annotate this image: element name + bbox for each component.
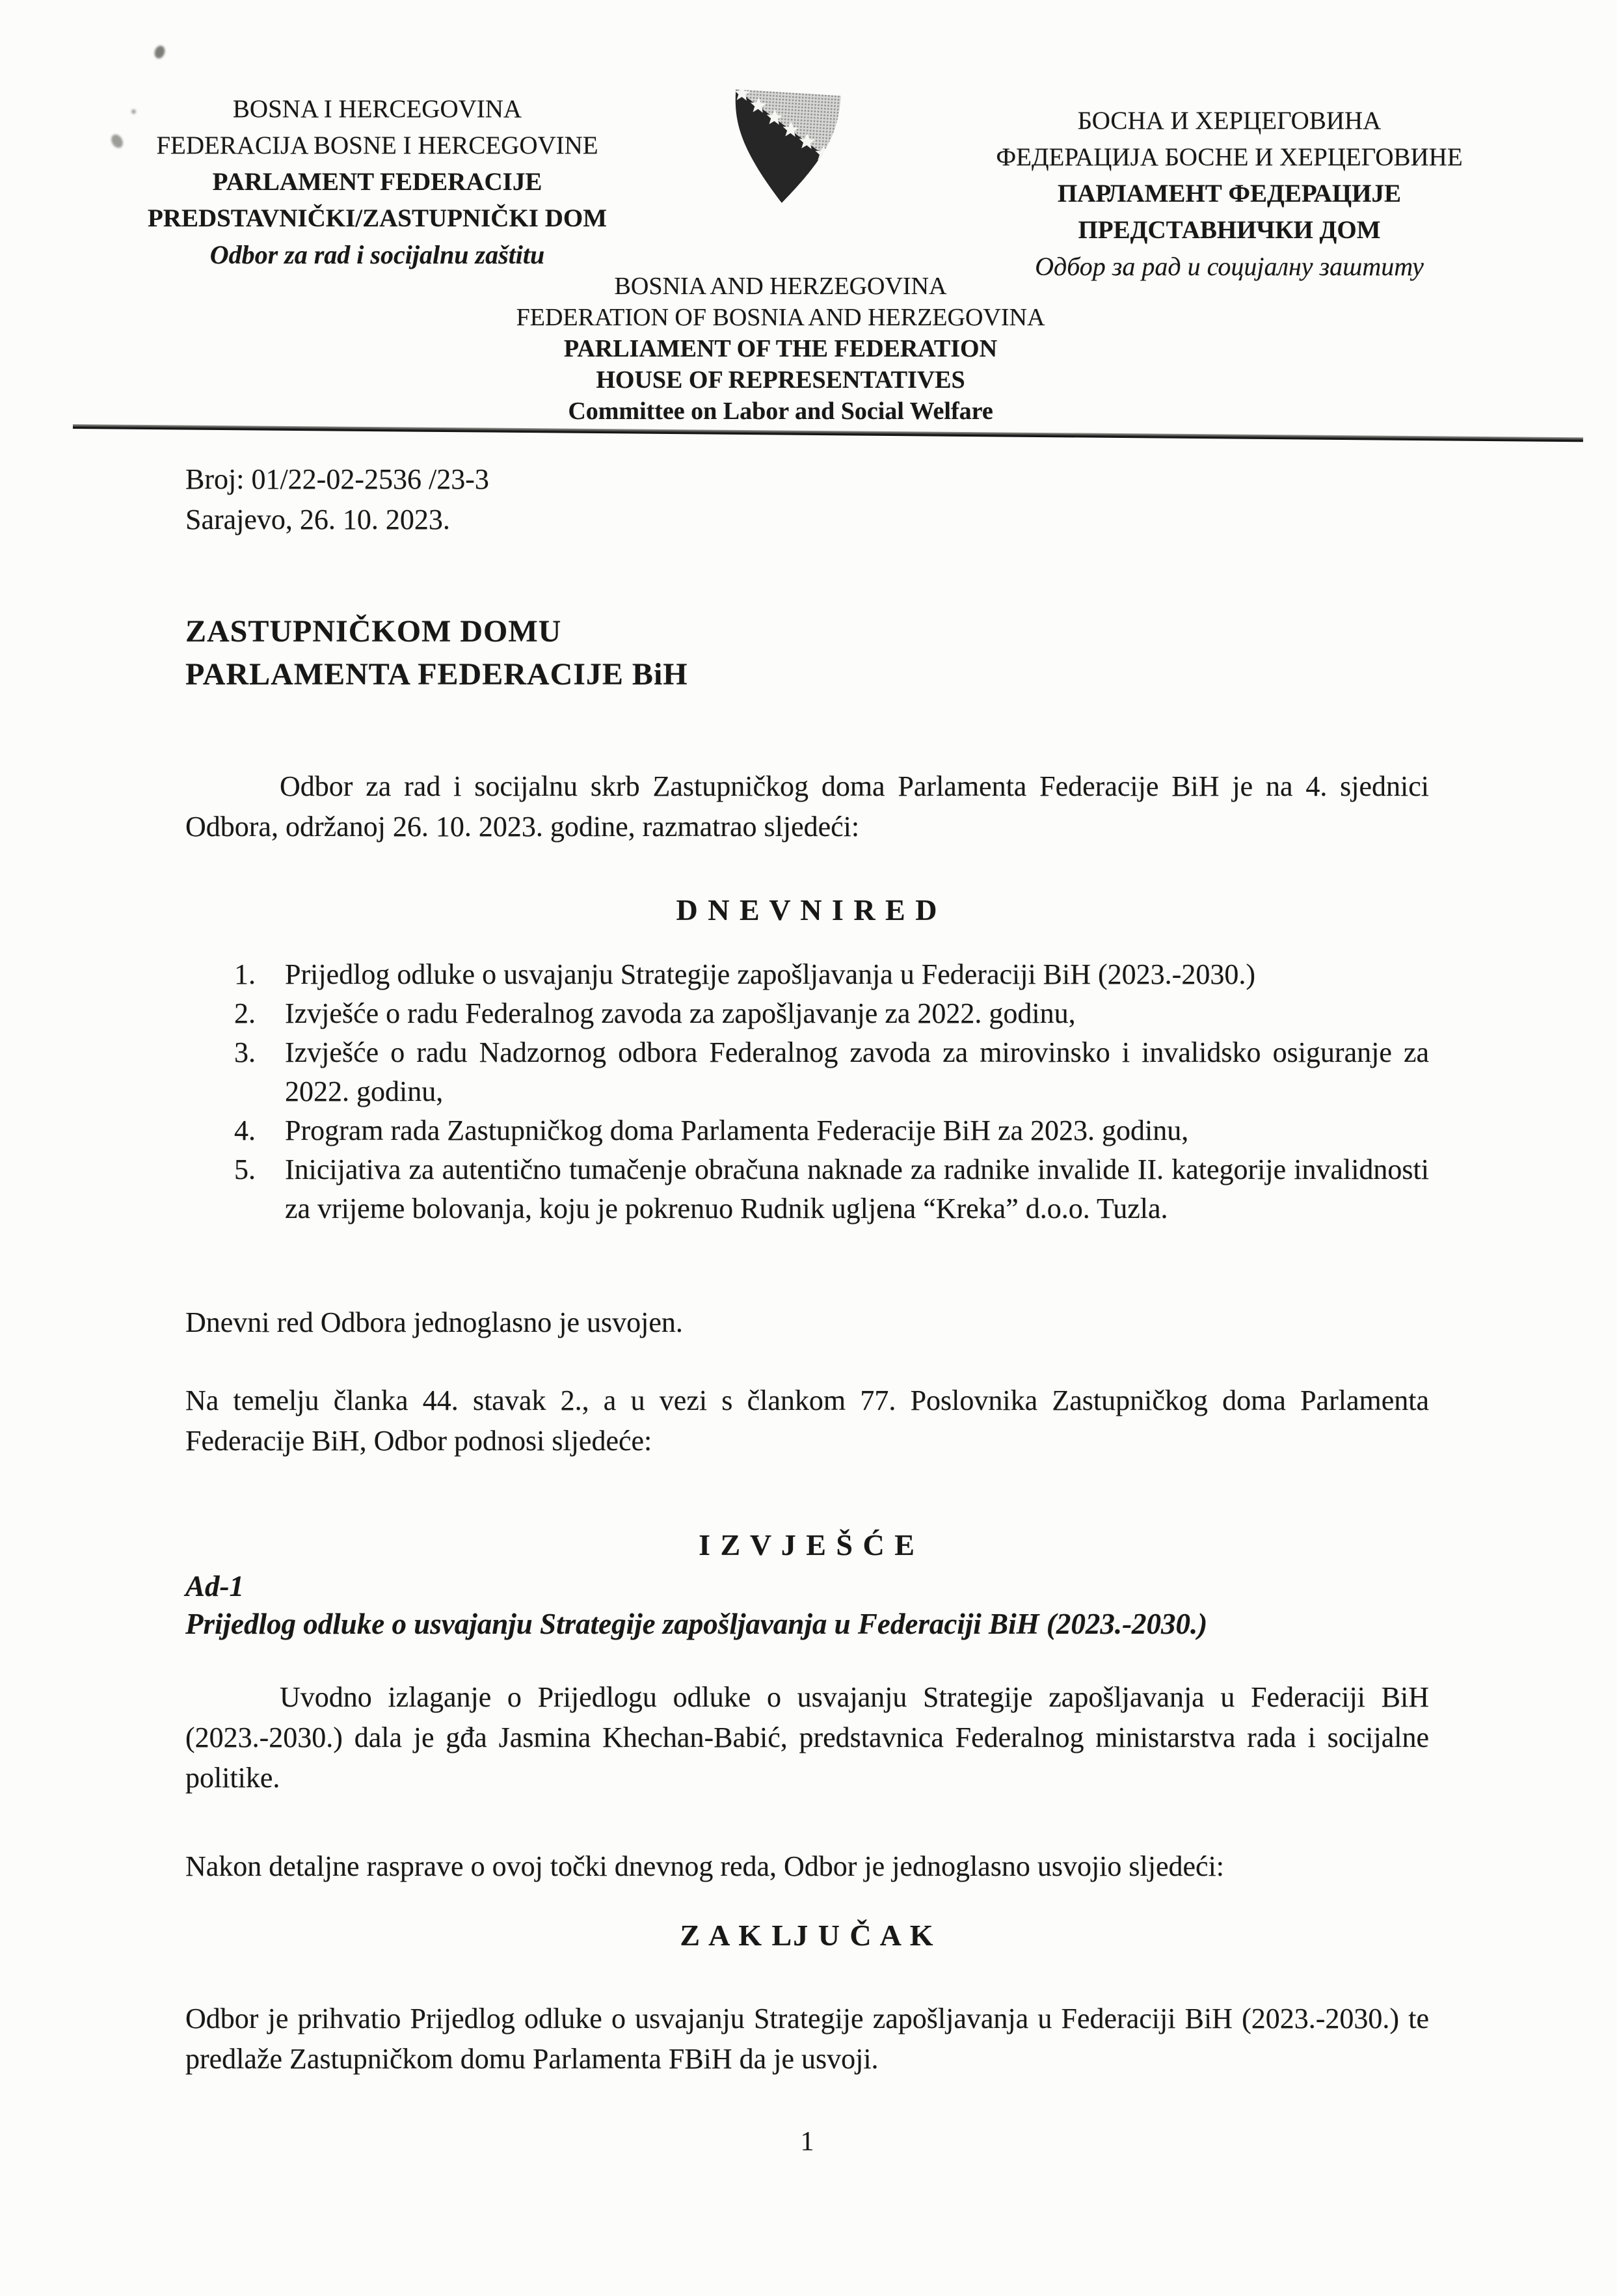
agenda-item [234, 1033, 1429, 1111]
agenda-item [234, 994, 1429, 1033]
discussion-paragraph: Nakon detaljne rasprave o ovoj točki dnevnog reda, Odbor je jednoglasno usvojio sljedeći: [185, 1850, 1225, 1882]
letterhead-en-parliament: PARLIAMENT OF THE FEDERATION [563, 335, 998, 362]
agenda-item-text: Prijedlog odluke o usvajanju Strategije zapošljavanja u Federaciji BiH (2023.-2030.) [285, 958, 1255, 990]
agenda-item-text: Inicijativa za autentično tumačenje obračuna naknade za radnike invalide II. kategorije invalidnosti za vrijeme bolovanja, koju je pokrenuo Rudnik ugljena “Kreka” d.o.o. Tuzla. [285, 1154, 1429, 1224]
letterhead-bs-house: PREDSTAVNIČKI/ZASTUPNIČKI DOM [147, 204, 608, 232]
letterhead-sr-parliament: ПАРЛАМЕНТ ФЕДЕРАЦИЈЕ [1057, 180, 1402, 208]
letterhead-cyrillic-block [937, 103, 1522, 285]
agenda-item [234, 1150, 1429, 1228]
agenda-item-number: 5. [234, 1154, 256, 1185]
letterhead-sr-country: БОСНА И ХЕРЦЕГОВИНА [1077, 107, 1382, 135]
scan-artifact [153, 44, 167, 60]
letterhead-bs-committee: Odbor za rad i socijalnu zaštitu [209, 240, 545, 269]
agenda-item-number: 4. [234, 1114, 256, 1146]
coat-of-arms [719, 78, 851, 215]
agenda-item-text: Izvješće o radu Nadzornog odbora Federalnog zavoda za mirovinsko i invalidsko osiguranje za 2022. godinu, [285, 1036, 1429, 1107]
letterhead-en-country: BOSNIA AND HERZEGOVINA [614, 273, 947, 300]
letterhead-sr-house: ПРЕДСТАВНИЧКИ ДОМ [1078, 216, 1381, 244]
page-number: 1 [800, 2127, 814, 2157]
addressee-block [185, 610, 1096, 696]
agenda-item-text: Izvješće o radu Federalnog zavoda za zapošljavanje za 2022. godinu, [285, 997, 1076, 1029]
agenda-item-number: 3. [234, 1036, 256, 1068]
agenda-item-number: 2. [234, 997, 256, 1029]
presentation-paragraph: Uvodno izlaganje o Prijedlogu odluke o usvajanju Strategije zapošljavanja u Federaciji BiH (2023.-2030.) dala je gđa Jasmina Khechan-Babić, predstavnica Federalnog ministarstva rada i socijalne politike. [185, 1681, 1429, 1794]
letterhead-bs-country: BOSNA I HERCEGOVINA [232, 95, 522, 123]
letterhead-bs-parliament: PARLAMENT FEDERACIJE [212, 168, 542, 196]
report-item-label: Ad-1 [185, 1570, 244, 1602]
letterhead-bs-federation: FEDERACIJA BOSNE I HERCEGOVINE [156, 131, 598, 159]
letterhead-en-house: HOUSE OF REPRESENTATIVES [596, 366, 965, 394]
addressee-line-2: PARLAMENTA FEDERACIJE BiH [185, 657, 688, 692]
agenda-item [234, 1111, 1429, 1150]
bih-shield-icon [719, 78, 851, 215]
letterhead-en-committee: Committee on Labor and Social Welfare [568, 398, 993, 425]
letterhead-bosnian-block [98, 91, 657, 273]
conclusion-paragraph: Odbor je prihvatio Prijedlog odluke o usvajanju Strategije zapošljavanja u Federaciji BiH (2023.-2030.) te predlaže Zastupničkom domu Parlamenta FBiH da je usvoji. [185, 2003, 1429, 2075]
agenda-heading: D N E V N I R E D [676, 893, 939, 926]
agenda-list [234, 955, 1429, 1228]
letterhead-sr-committee: Одбор за рад и социјалну заштиту [1035, 252, 1424, 281]
reference-block [185, 459, 966, 540]
addressee-line-1: ZASTUPNIČKOM DOMU [185, 614, 562, 649]
report-heading: I Z V J E Š Ć E [699, 1528, 916, 1561]
intro-paragraph: Odbor za rad i socijalnu skrb Zastupničkog doma Parlamenta Federacije BiH je na 4. sjednici Odbora, održanoj 26. 10. 2023. godine, razmatrao sljedeći: [185, 770, 1429, 843]
agenda-item [234, 955, 1429, 994]
reference-place-date: Sarajevo, 26. 10. 2023. [185, 504, 450, 535]
conclusion-heading: Z A K LJ U Č A K [680, 1919, 935, 1952]
reference-number: Broj: 01/22-02-2536 /23-3 [185, 463, 489, 495]
legal-basis-paragraph: Na temelju članka 44. stavak 2., a u vezi s člankom 77. Poslovnika Zastupničkog doma Parlamenta Federacije BiH, Odbor podnosi sljedeće: [185, 1384, 1429, 1457]
letterhead-divider-rule [73, 424, 1583, 442]
agenda-adoption-note: Dnevni red Odbora jednoglasno je usvojen. [185, 1306, 683, 1338]
letterhead-sr-federation: ФЕДЕРАЦИЈА БОСНЕ И ХЕРЦЕГОВИНЕ [996, 143, 1463, 171]
agenda-item-number: 1. [234, 958, 256, 990]
report-item-title: Prijedlog odluke o usvajanju Strategije zapošljavanja u Federaciji BiH (2023.-2030.) [185, 1608, 1208, 1640]
letterhead-en-federation: FEDERATION OF BOSNIA AND HERZEGOVINA [516, 304, 1045, 331]
agenda-item-text: Program rada Zastupničkog doma Parlamenta Federacije BiH za 2023. godinu, [285, 1114, 1189, 1146]
letterhead-english-block [429, 271, 1132, 427]
